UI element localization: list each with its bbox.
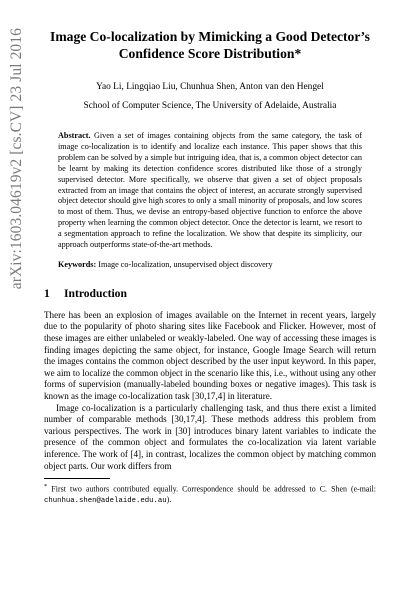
abstract-block	[58, 131, 362, 251]
abstract-text: Given a set of images containing objects from the same category, the task of image co-localization is to identify and localize each instance. This paper shows that this problem can be solved by a simple but intriguing idea, that is, a common object detector can be learnt by making its detection confidence scores distributed like those of a strongly supervised detector. More specifically, we observe that given a set of object proposals extracted from an image that contains the object of interest, an accurate strongly supervised object detector should give high scores to only a small minority of proposals, and low scores to most of them. Thus, we devise an entropy-based objective function to enforce the above property when learning the common object detector. Once the detector is learnt, we resort to a segmentation approach to refine the localization. We show that despite its simplicity, our approach outperforms state-of-the-art methods.	[58, 131, 363, 250]
keywords-text: Image co-localization, unsupervised object discovery	[98, 259, 273, 269]
footnote	[44, 482, 376, 506]
paper-authors: Yao Li, Lingqiao Liu, Chunhua Shen, Anton van den Hengel	[96, 82, 324, 92]
arxiv-identifier-text: arXiv:1603.04619v2 [cs.CV] 23 Jul 2016	[8, 28, 25, 290]
footnote-end: ).	[166, 494, 172, 504]
footnote-text: First two authors contributed equally. Correspondence should be addressed to C. Shen (e-mail:	[51, 484, 376, 494]
section-heading-introduction	[44, 287, 376, 300]
section-number: 1	[44, 286, 50, 300]
arxiv-identifier-stamp	[4, 28, 30, 328]
introduction-paragraph-1: There has been an explosion of images available on the Internet in recent years, largely due to the popularity of photo sharing sites like Facebook and Flicker. However, most of these images are either unlabeled or weakly-labeled. One way of accessing these images is finding images depicting the same object, for instance, Google Image Search will return the images contains the common object described by the user input keyword. In this paper, we aim to localize the common object in the scenario like this, i.e., without using any other forms of supervision (manually-labeled bounding boxes or negative images). This task is known as the image co-localization task [30,17,4] in literature.	[44, 309, 376, 402]
footnote-divider	[44, 478, 110, 479]
keywords-label: Keywords:	[58, 259, 97, 269]
paper-title: Image Co-localization by Mimicking a Good Detector’s Confidence Score Distribution*	[50, 29, 370, 61]
footnote-email: chunhua.shen@adelaide.edu.au	[44, 496, 167, 505]
paper-affiliation: School of Computer Science, The University of Adelaide, Australia	[83, 101, 337, 111]
abstract-label: Abstract.	[58, 131, 91, 140]
section-title: Introduction	[64, 286, 127, 300]
introduction-paragraph-2: Image co-localization is a particularly challenging task, and thus there exist a limited number of comparable methods [30,17,4]. These methods address this problem from various perspectives. The work in [30] introduces binary latent variables to indicate the presence of the common object and formulates the co-localization via latent variable inference. The work of [4], in contrast, localizes the common object by matching common object parts. Our work differs from	[44, 402, 376, 471]
keywords-block	[58, 260, 362, 271]
footnote-marker: *	[44, 483, 48, 491]
paper-page	[44, 28, 376, 506]
introduction-body	[44, 310, 376, 472]
